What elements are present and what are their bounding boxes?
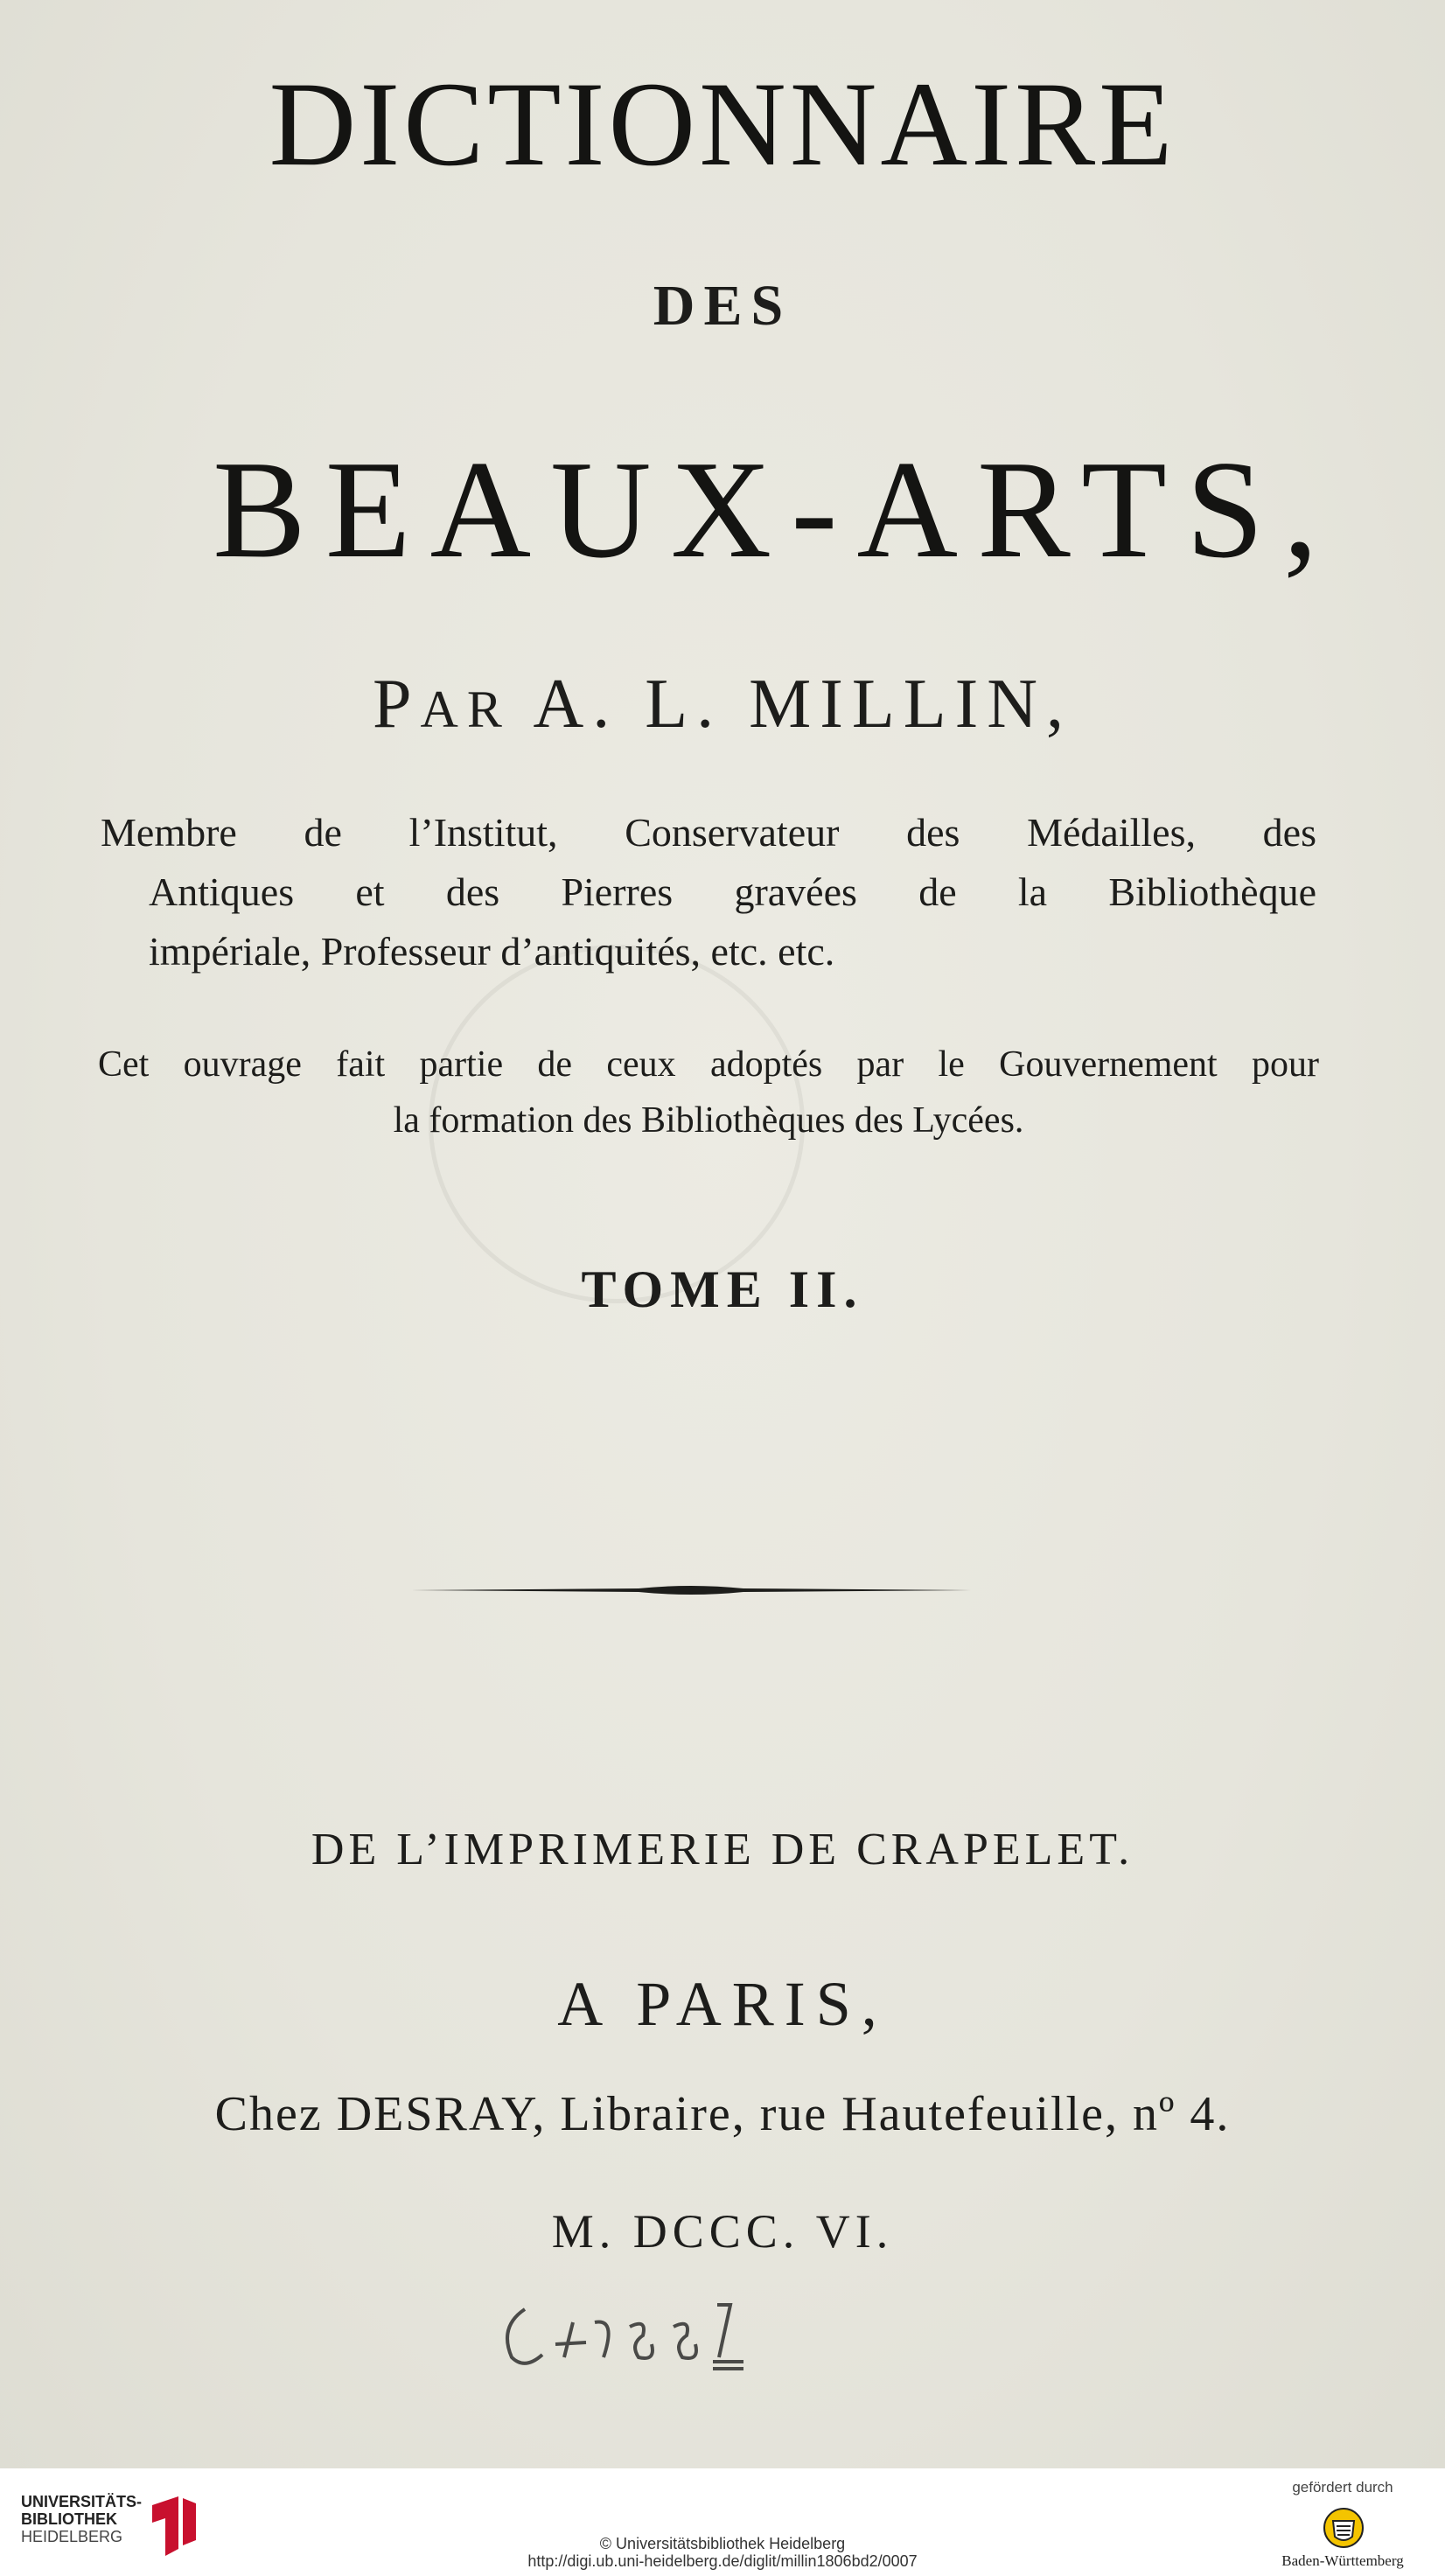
library-name-line-3: HEIDELBERG [21, 2528, 123, 2545]
description-line-1: Membre de l’Institut, Conservateur des Médailles, des [101, 810, 1316, 855]
note-line-1: Cet ouvrage fait partie de ceux adoptés par le Gouvernement pour [98, 1044, 1319, 1085]
author-prefix-ar: AR [420, 681, 511, 738]
baden-wuerttemberg-crest-icon [1323, 2507, 1365, 2549]
ornamental-divider [411, 1581, 971, 1599]
author-description [101, 803, 1316, 981]
title-line-3: BEAUX-ARTS, [213, 431, 1337, 587]
footer-bar [0, 2468, 1445, 2576]
author-line [0, 665, 1445, 744]
author-prefix-p: P [372, 666, 421, 743]
library-name-line-2: BIBLIOTHEK [21, 2510, 117, 2528]
volume-label: TOME II. [581, 1260, 864, 1318]
handwritten-shelfmark [490, 2274, 840, 2379]
title-line-1: DICTIONNAIRE [269, 57, 1176, 191]
publisher-line: Chez DESRAY, Libraire, rue Hautefeuille, nº 4. [214, 2087, 1231, 2141]
description-line-2: Antiques et des Pierres gravées de la Bibliothèque [149, 869, 1316, 914]
author-name: A. L. MILLIN, [533, 666, 1072, 743]
library-name-line-1: UNIVERSITÄTS- [21, 2493, 143, 2510]
permalink-url[interactable]: http://digi.ub.uni-heidelberg.de/diglit/millin1806bd2/0007 [527, 2552, 918, 2570]
copyright-notice [0, 2535, 1445, 2570]
adoption-note [98, 1037, 1319, 1148]
title-line-2: DES [653, 274, 792, 338]
city-line: A PARIS, [557, 1969, 888, 2039]
printer-line: DE L’IMPRIMERIE DE CRAPELET. [311, 1825, 1134, 1874]
funder-name: Baden-Württemberg [1281, 2552, 1404, 2569]
copyright-text: © Universitätsbibliothek Heidelberg [599, 2535, 846, 2552]
publication-year: M. DCCC. VI. [551, 2205, 894, 2258]
description-line-3: impériale, Professeur d’antiquités, etc. etc. [149, 929, 835, 974]
note-line-2: la formation des Bibliothèques des Lycées. [393, 1100, 1024, 1141]
funded-by-label: gefördert durch [1292, 2479, 1393, 2496]
